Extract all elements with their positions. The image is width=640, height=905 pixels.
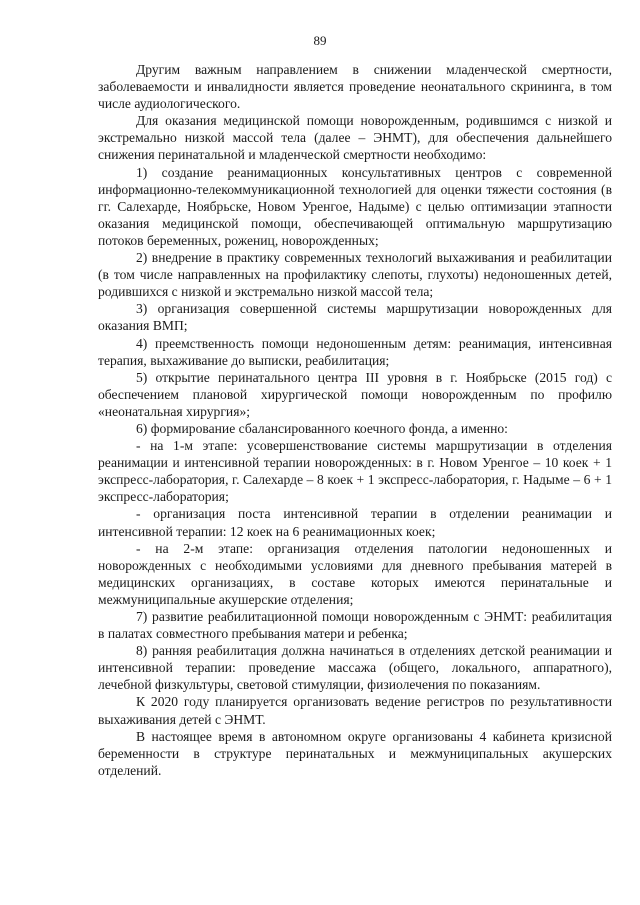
paragraph-screening: Другим важным направлением в снижении младенческой смертности, заболеваемости и инвалидности является проведение неонатального скрининга, в том числе аудиологического. bbox=[98, 62, 612, 112]
paragraph-registers-2020: К 2020 году планируется организовать ведение регистров по результативности выхаживания детей с ЭНМТ. bbox=[98, 694, 612, 727]
list-item-1: 1) создание реанимационных консультативных центров с современной информационно-телекоммуникационной технологией для оценки тяжести состояния (в гг. Салехарде, Ноябрьске, Новом Уренгое, Надыме) с целью оптимизации этапности оказания медицинской помощи, обеспечивающей оптимальную маршрутизацию потоков беременных, рожениц, новорожденных; bbox=[98, 164, 612, 248]
page-number: 89 bbox=[313, 33, 327, 48]
paragraph-crisis-cabinets: В настоящее время в автономном округе организованы 4 кабинета кризисной беременности в структуре перинатальных и межмуниципальных акушерских отделений. bbox=[98, 728, 612, 778]
list-item-2: 2) внедрение в практику современных технологий выхаживания и реабилитации (в том числе направленных на профилактику слепоты, глухоты) недоношенных детей, родившихся с низкой и экстремально низкой массой тела; bbox=[98, 250, 612, 300]
sub-item-stage-2: - на 2-м этапе: организация отделения патологии недоношенных и новорожденных с необходимыми условиями для дневного пребывания матерей в медицинских организациях, в составе которых имеются перинатальные и межмуниципальные акушерские отделения; bbox=[98, 540, 612, 607]
list-item-7: 7) развитие реабилитационной помощи новорожденным с ЭНМТ: реабилитация в палатах совместного пребывания матери и ребенка; bbox=[98, 609, 612, 642]
sub-item-stage-1: - на 1-м этапе: усовершенствование системы маршрутизации в отделения реанимации и интенсивной терапии новорожденных: в г. Новом Уренгое – 10 коек + 1 экспресс-лаборатория, г. Салехарде – 8 коек + 1 экспресс-лаборатория, г. Надыме – 6 + 1 экспресс-лаборатория; bbox=[98, 438, 612, 505]
document-body bbox=[98, 61, 612, 779]
sub-item-intensive-post: - организация поста интенсивной терапии в отделении реанимации и интенсивной терапии: 12 коек на 6 реанимационных коек; bbox=[98, 506, 612, 539]
list-item-5: 5) открытие перинатального центра III уровня в г. Ноябрьске (2015 год) с обеспечением плановой хирургической помощи новорожденным по профилю «неонатальная хирургия»; bbox=[98, 369, 612, 419]
list-item-4: 4) преемственность помощи недоношенным детям: реанимация, интенсивная терапия, выхаживание до выписки, реабилитация; bbox=[98, 335, 612, 368]
list-item-8: 8) ранняя реабилитация должна начинаться в отделениях детской реанимации и интенсивной терапии: проведение массажа (общего, локального, аппаратного), лечебной физкультуры, световой стимуляции, физиолечения по показаниям. bbox=[98, 643, 612, 693]
list-item-3: 3) организация совершенной системы маршрутизации новорожденных для оказания ВМП; bbox=[98, 301, 612, 334]
paragraph-enmt-intro: Для оказания медицинской помощи новорожденным, родившимся с низкой и экстремально низкой массой тела (далее – ЭНМТ), для обеспечения дальнейшего снижения перинатальной и младенческой смертности необходимо: bbox=[98, 113, 612, 163]
list-item-6: 6) формирование сбалансированного коечного фонда, а именно: bbox=[136, 420, 508, 436]
